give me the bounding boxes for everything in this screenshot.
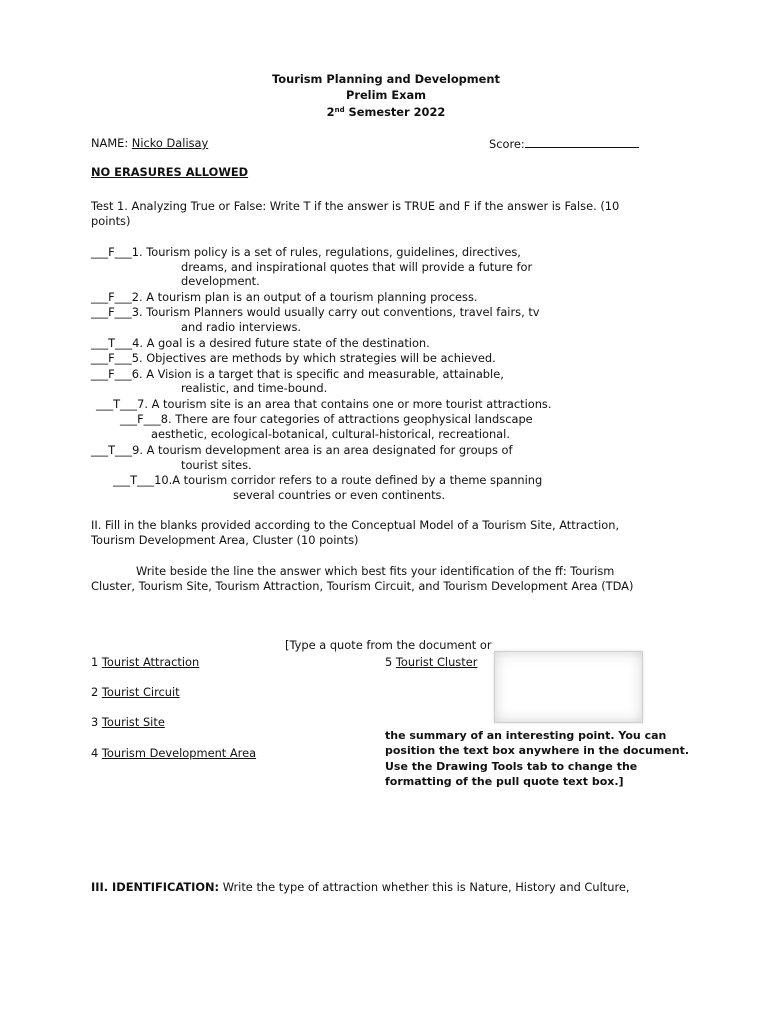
pull-quote-line-1: [Type a quote from the document or [285,638,492,652]
pull-quote-text-box[interactable] [494,651,643,723]
test2-sub-instruction: Write beside the line the answer which best fits your identification of the ff: Tourism [136,564,615,578]
tf-item-8-cont: aesthetic, ecological-botanical, cultural-historical, recreational. [151,427,510,441]
answer-2-number: 2 [91,685,102,699]
pull-quote-line-2: the summary of an interesting point. You can [385,729,667,742]
test1-instruction: Test 1. Analyzing True or False: Write T if the answer is TRUE and F if the answer is False. (10 [91,199,620,213]
tf-item-7: ___T___7. A tourism site is an area that contains one or more tourist attractions. [96,397,552,411]
tf-item-1-cont2: development. [181,274,260,288]
tf-item-3: ___F___3. Tourism Planners would usually carry out conventions, travel fairs, tv [91,305,540,319]
answer-5-number: 5 [385,655,396,669]
answer-4 [91,746,256,761]
tf-item-10: ___T___10.A tourism corridor refers to a route defined by a theme spanning [113,473,543,487]
tf-item-10-cont: several countries or even continents. [233,488,446,502]
tf-item-6: ___F___6. A Vision is a target that is specific and measurable, attainable, [91,367,504,381]
exam-course-title: Tourism Planning and Development [272,72,500,86]
no-erasures-notice: NO ERASURES ALLOWED [91,165,249,179]
pull-quote-line-5: formatting of the pull quote text box.] [385,775,624,788]
tf-item-1: ___F___1. Tourism policy is a set of rules, regulations, guidelines, directives, [91,245,521,259]
pull-quote-line-3: position the text box anywhere in the document. [385,744,690,757]
answer-5 [385,655,477,670]
test3-instruction [91,880,630,895]
answer-4-number: 4 [91,746,102,760]
test1-instruction-cont: points) [91,214,131,228]
test3-text: Write the type of attraction whether this is Nature, History and Culture, [219,880,630,894]
answer-1-text: Tourist Attraction [101,655,200,669]
answer-2 [91,685,180,700]
tf-item-2: ___F___2. A tourism plan is an output of a tourism planning process. [91,290,478,304]
tf-item-6-cont: realistic, and time-bound. [181,381,328,395]
semester-text: Semester 2022 [344,105,446,119]
pull-quote-line-4: Use the Drawing Tools tab to change the [385,760,638,773]
answer-4-text: Tourism Development Area [101,746,257,760]
answer-3-text: Tourist Site [101,715,165,729]
tf-item-5: ___F___5. Objectives are methods by which strategies will be achieved. [91,351,496,365]
semester-ordinal: nd [334,106,345,114]
exam-type: Prelim Exam [345,88,427,102]
name-label: NAME: [91,136,132,150]
answer-1 [91,655,199,670]
tf-item-4: ___T___4. A goal is a desired future state of the destination. [91,336,430,350]
answer-1-number: 1 [91,655,102,669]
answer-3 [91,715,165,730]
test2-instruction: II. Fill in the blanks provided according to the Conceptual Model of a Tourism Site, Attraction, [91,518,620,532]
score-label: Score: [489,137,525,151]
test2-instruction-cont: Tourism Development Area, Cluster (10 points) [91,533,359,547]
tf-item-9: ___T___9. A tourism development area is an area designated for groups of [91,443,513,457]
answer-5-text: Tourist Cluster [395,655,478,669]
tf-item-3-cont: and radio interviews. [181,320,302,334]
answer-2-text: Tourist Circuit [101,685,180,699]
tf-item-9-cont: tourist sites. [181,458,252,472]
answer-3-number: 3 [91,715,102,729]
tf-item-1-cont: dreams, and inspirational quotes that will provide a future for [181,260,533,274]
semester-number: 2 [326,105,335,119]
score-field [489,136,639,152]
exam-semester [0,105,768,120]
name-field [91,136,208,151]
name-value: Nicko Dalisay [131,136,209,150]
tf-item-8: ___F___8. There are four categories of attractions geophysical landscape [120,412,533,426]
score-blank [525,136,639,148]
test2-sub-instruction-cont: Cluster, Tourism Site, Tourism Attraction, Tourism Circuit, and Tourism Development Area (TDA) [91,579,634,593]
test3-label: III. IDENTIFICATION: [91,880,220,894]
